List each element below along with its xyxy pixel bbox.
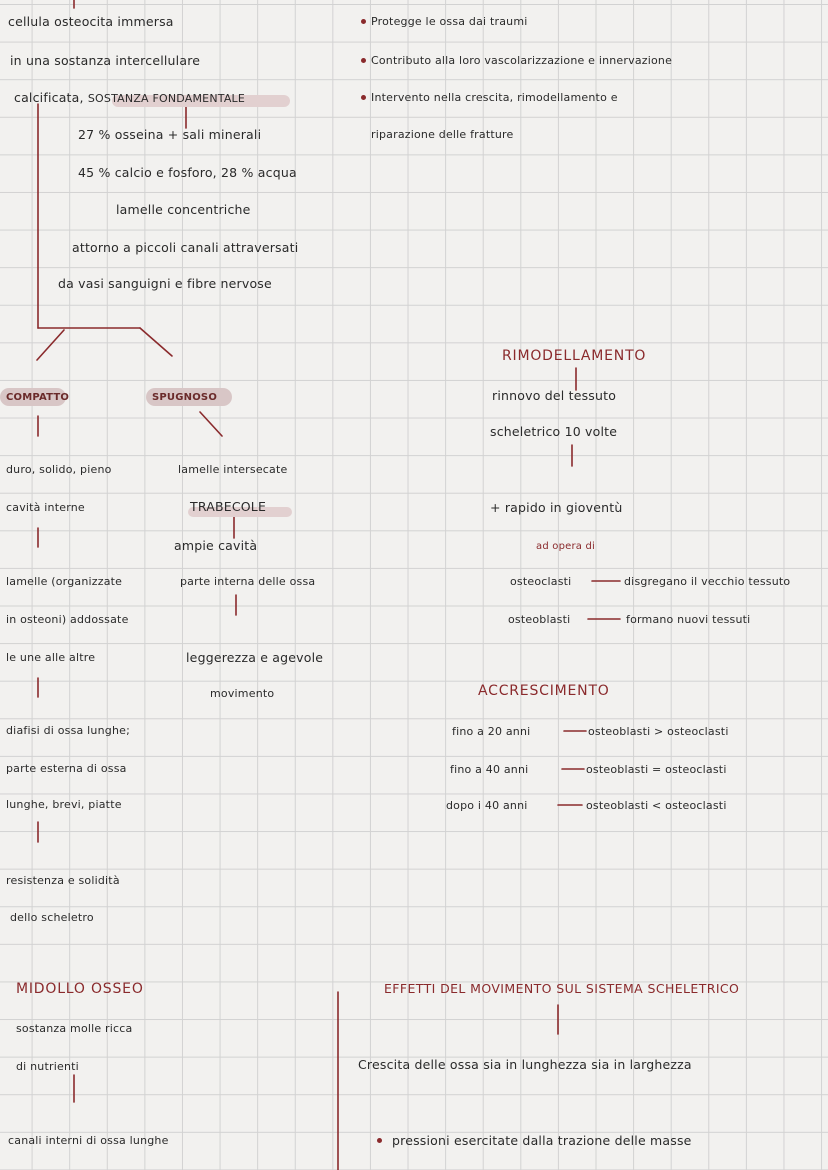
effetti-l1: Crescita delle ossa sia in lunghezza sia in larghezza [358, 1057, 692, 1072]
midollo-l3: canali interni di ossa lunghe [8, 1134, 169, 1147]
text-calcificata [14, 90, 245, 107]
accrescimento-r1a: fino a 20 anni [452, 725, 531, 738]
accrescimento-title: ACCRESCIMENTO [478, 683, 610, 699]
text-calcificata-a: calcificata, [14, 90, 88, 105]
function-3: Intervento nella crescita, rimodellamento e [371, 91, 618, 104]
spugnoso-trabecole: TRABECOLE [190, 499, 267, 514]
rimodellamento-title: RIMODELLAMENTO [502, 348, 647, 364]
text-sostanza-fondamentale: SOSTANZA FONDAMENTALE [87, 92, 246, 105]
text-osseina: 27 % osseina + sali minerali [78, 127, 262, 142]
bullet-1 [361, 19, 366, 24]
rimodellamento-l3: + rapido in gioventù [490, 500, 623, 515]
compatto-l5: le une alle altre [6, 651, 96, 664]
function-1: Protegge le ossa dai traumi [371, 15, 528, 28]
text-vasi-sanguigni: da vasi sanguigni e fibre nervose [58, 276, 272, 291]
function-2: Contributo alla loro vascolarizzazione e innervazione [371, 54, 673, 67]
spugnoso-l1: lamelle intersecate [178, 463, 288, 476]
spugnoso-title: SPUGNOSO [152, 392, 218, 403]
accrescimento-r3a: dopo i 40 anni [446, 799, 528, 812]
spugnoso-l5: leggerezza e agevole [186, 650, 324, 665]
effetti-title: EFFETTI DEL MOVIMENTO SUL SISTEMA SCHELETRICO [384, 981, 740, 996]
effetti-b1: pressioni esercitate dalla trazione delle masse [392, 1133, 692, 1148]
compatto-title: COMPATTO [6, 392, 70, 403]
text-attorno-canali: attorno a piccoli canali attraversati [72, 240, 299, 255]
accrescimento-r2a: fino a 40 anni [450, 763, 529, 776]
spugnoso-l3: ampie cavità [174, 538, 258, 553]
compatto-l2: cavità interne [6, 501, 85, 514]
accrescimento-r1b: osteoblasti > osteoclasti [588, 725, 729, 738]
compatto-l8: lunghe, brevi, piatte [6, 798, 122, 811]
accrescimento-r3b: osteoblasti < osteoclasti [586, 799, 727, 812]
rimodellamento-l4: ad opera di [536, 541, 596, 552]
spugnoso-l4: parte interna delle ossa [180, 575, 316, 588]
spugnoso-l6: movimento [210, 687, 275, 700]
compatto-l7: parte esterna di ossa [6, 762, 127, 775]
osteoclasti-desc: disgregano il vecchio tessuto [624, 575, 791, 588]
compatto-l10: dello scheletro [10, 911, 94, 924]
compatto-l1: duro, solido, pieno [6, 463, 112, 476]
osteoclasti-label: osteoclasti [510, 575, 572, 588]
compatto-l9: resistenza e solidità [6, 874, 120, 887]
text-calcio-fosforo: 45 % calcio e fosforo, 28 % acqua [78, 165, 297, 180]
text-lamelle-concentriche: lamelle concentriche [116, 202, 251, 217]
osteoblasti-label: osteoblasti [508, 613, 571, 626]
compatto-l6: diafisi di ossa lunghe; [6, 724, 130, 737]
midollo-title: MIDOLLO OSSEO [16, 981, 144, 997]
accrescimento-r2b: osteoblasti = osteoclasti [586, 763, 727, 776]
rimodellamento-l1: rinnovo del tessuto [492, 388, 617, 403]
midollo-l2: di nutrienti [16, 1060, 79, 1073]
rimodellamento-l2: scheletrico 10 volte [490, 424, 618, 439]
compatto-l4: in osteoni) addossate [6, 613, 129, 626]
text-cellula: cellula osteocita immersa [8, 14, 174, 29]
bullet-2 [361, 58, 366, 63]
effetti-bullet [377, 1138, 382, 1143]
function-3b: riparazione delle fratture [371, 128, 514, 141]
midollo-l1: sostanza molle ricca [16, 1022, 133, 1035]
compatto-l3: lamelle (organizzate [6, 575, 123, 588]
osteoblasti-desc: formano nuovi tessuti [626, 613, 751, 626]
text-sostanza-intercellulare: in una sostanza intercellulare [10, 53, 201, 68]
bullet-3 [361, 95, 366, 100]
